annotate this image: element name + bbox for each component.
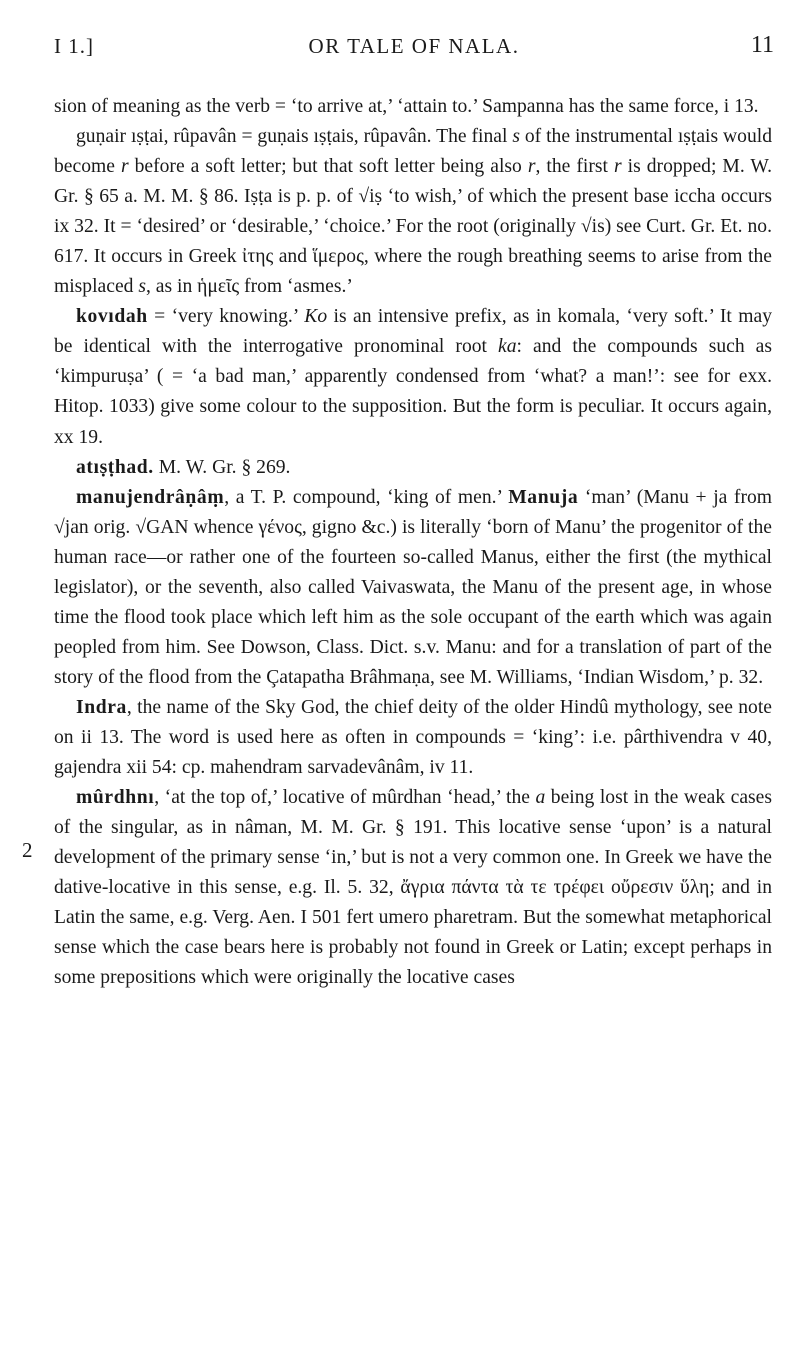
text-run: , the first (535, 156, 614, 178)
headword: mûrdhnı (76, 787, 155, 809)
italic-text: Ko (304, 306, 328, 328)
text-run: is an intensive prefix, as in komala, ‘very soft.’ It may be identical with the interrogative pronominal root (54, 306, 773, 358)
headword: atıṣṭhad. (76, 456, 154, 478)
text-run: is dropped; M. W. Gr. § 65 a. M. M. § 86. Iṣṭa is p. p. of √iṣ ‘to wish,’ of which the present base iccha occurs ix 32. It = ‘desired’ or ‘desirable,’ ‘choice.’ For the root (originally √is) see Curt. Gr. Et. no. 617. It occurs in Greek ἰτης and ἵμερος, where the rough breathing seems to arise from the misplaced (54, 156, 773, 298)
text-run: being lost in the weak cases of the singular, as in nâman, M. M. Gr. § 191. This locative sense ‘upon’ is a natural development of the primary sense ‘in,’ but is not a very common one. In Greek we have the dative-locative in this sense, e.g. Il. 5. 32, ἄγρια πάντα τὰ τε τρέφει οὔρεσιν ὕλη; and in Latin the same, e.g. Verg. Aen. I 501 fert umero pharetram. But the somewhat metaphorical sense which the case bears here is probably not found in Greek or Latin; except perhaps in some prepositions which were originally the locative cases (54, 787, 772, 989)
paragraph (54, 92, 772, 122)
italic-text: r (527, 156, 536, 178)
paragraph (54, 302, 772, 452)
headword: manujendrâṇâṃ (76, 486, 225, 508)
margin-line-number: 2 (22, 838, 33, 862)
text-run: , as in ἡμεῖς from ‘asmes.’ (145, 276, 353, 298)
italic-text: r (613, 156, 622, 178)
text-run: , the name of the Sky God, the chief deity of the older Hindû mythology, see note on ii 13. The word is used here as often in compounds = ‘king’: i.e. pârthivendra v 40, gajendra xii 54: cp. mahendram sarvadevânâm, iv 11. (54, 696, 772, 779)
text-run: sion of meaning as the verb = ‘to arrive at,’ ‘attain to.’ Sampanna has the same force, i 13. (54, 96, 759, 117)
italic-text: s (512, 126, 520, 148)
headword: kovıdah (76, 306, 148, 328)
text-run: , a T. P. compound, ‘king of men.’ (224, 486, 509, 508)
page-number: 11 (750, 32, 774, 58)
paragraph (54, 783, 772, 993)
paragraph (54, 122, 772, 302)
page-body (54, 92, 772, 993)
text-run: = ‘very knowing.’ (147, 306, 305, 328)
paragraph (54, 453, 772, 483)
page-header (54, 32, 774, 72)
paragraph (54, 483, 772, 693)
italic-text: s (138, 276, 146, 298)
text-run: , ‘at the top of,’ locative of mûrdhan ‘head,’ the (154, 787, 536, 809)
text-run: guṇair ıṣṭai, rûpavân = guṇais ıṣṭais, rûpavân. The final (76, 126, 513, 148)
text-run: : and the compounds such as ‘kimpuruṣa’ ( = ‘a bad man,’ apparently condensed from ‘what? a man!’: see for exx. Hitop. 1033) give some colour to the supposition. But the form is peculiar. It occurs again, xx 19. (54, 336, 772, 448)
section-reference: I 1.] (54, 34, 94, 58)
text-run: before a soft letter; but that soft letter being also (128, 156, 528, 178)
text-run: M. W. Gr. § 269. (153, 456, 291, 478)
paragraph (54, 693, 772, 783)
italic-text: a (535, 787, 546, 809)
text-run: of the instrumental ıṣṭais would become (54, 126, 772, 178)
running-title: OR TALE OF NALA. (308, 34, 520, 58)
italic-text: r (120, 156, 129, 178)
italic-text: ka (498, 336, 517, 358)
headword: Manuja (508, 486, 579, 508)
text-run: ‘man’ (Manu + ja from √jan orig. √GAN whence γένος, gigno &c.) is literally ‘born of Manu’ the progenitor of the human race—or rather one of the fourteen so-called Manus, either the first (the mythical legislator), or the seventh, also called Vaivaswata, the Manu of the present age, in whose time the flood took place which left him as the sole occupant of the earth which was again peopled from him. See Dowson, Class. Dict. s.v. Manu: and for a translation of part of the story of the flood from the Çatapatha Brâhmaṇa, see M. Williams, ‘Indian Wisdom,’ p. 32. (54, 486, 773, 688)
headword: Indra (76, 696, 127, 718)
